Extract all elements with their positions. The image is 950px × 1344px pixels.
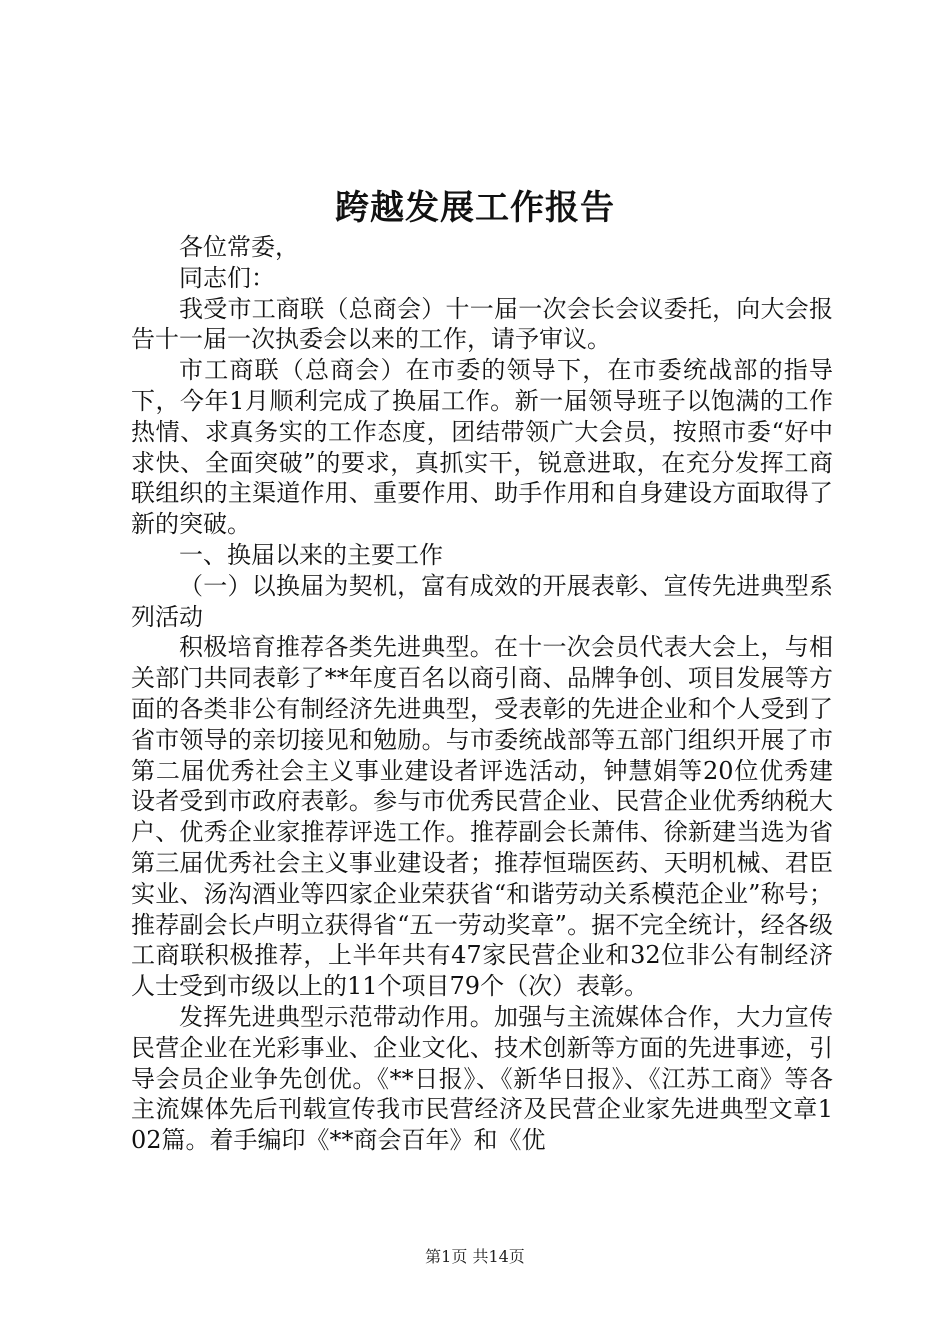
salutation-line: 各位常委， — [179, 233, 299, 261]
body-paragraph: 发挥先进典型示范带动作用。加强与主流媒体合作，大力宣传民营企业在光彩事业、企业文化、技术创新等方面的先进事迹，引导会员企业争先创优。《**日报》、《新华日报》、《江苏工商》等各主流媒体先后刊载宣传我市民营经济及民营企业家先进典型文章102篇。着手编印《**商会百年》和《优 — [131, 1002, 833, 1155]
body-paragraph: 市工商联（总商会）在市委的领导下，在市委统战部的指导下，今年1月顺利完成了换届工作。新一届领导班子以饱满的工作热情、求真务实的工作态度，团结带领广大会员，按照市委“好中求快、全面突破”的要求，真抓实干，锐意进取，在充分发挥工商联组织的主渠道作用、重要作用、助手作用和自身建设方面取得了新的突破。 — [131, 356, 833, 539]
document-body — [131, 232, 833, 1156]
section-heading: 一、换届以来的主要工作 — [179, 540, 443, 569]
body-paragraph: 我受市工商联（总商会）十一届一次会长会议委托，向大会报告十一届一次执委会以来的工作，请予审议。 — [131, 294, 833, 354]
body-paragraph: 积极培育推荐各类先进典型。在十一次会员代表大会上，与相关部门共同表彰了**年度百名以商引商、品牌争创、项目发展等方面的各类非公有制经济先进典型，受表彰的先进企业和个人受到了省市领导的亲切接见和勉励。与市委统战部等五部门组织开展了市第二届优秀社会主义事业建设者评选活动，钟慧娟等20位优秀建设者受到市政府表彰。参与市优秀民营企业、民营企业优秀纳税大户、优秀企业家推荐评选工作。推荐副会长萧伟、徐新建当选为省第三届优秀社会主义事业建设者；推荐恒瑞医药、天明机械、君臣实业、汤沟酒业等四家企业荣获省“和谐劳动关系模范企业”称号；推荐副会长卢明立获得省“五一劳动奖章”。据不完全统计，经各级工商联积极推荐，上半年共有47家民营企业和32位非公有制经济人士受到市级以上的11个项目79个（次）表彰。 — [131, 633, 833, 1001]
salutation-line: 同志们： — [179, 263, 275, 292]
subsection-heading: （一）以换届为契机，富有成效的开展表彰、宣传先进典型系列活动 — [131, 571, 833, 631]
document-title: 跨越发展工作报告 — [335, 188, 615, 228]
page-number-footer: 第1页 共14页 — [425, 1247, 525, 1266]
